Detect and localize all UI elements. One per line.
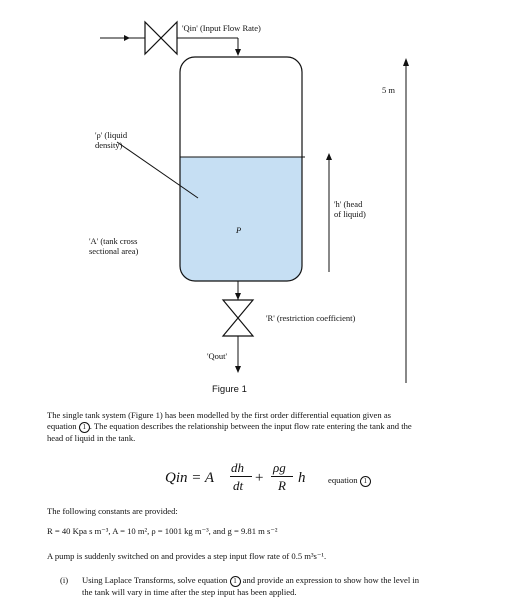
dh-fraction-bar	[230, 476, 252, 477]
pump-line: A pump is suddenly switched on and provides a step input flow rate of 0.5 m³s⁻¹.	[47, 551, 327, 561]
equation-label	[328, 475, 371, 487]
intro-line-2-start: equation	[47, 421, 77, 431]
rg-numerator: ρg	[273, 460, 286, 475]
plus-sign: +	[255, 470, 264, 486]
area-label-line2: sectional area)	[89, 246, 139, 256]
equation-label-circle: 1	[360, 476, 371, 487]
equation-block	[165, 462, 505, 498]
equation-label-text: equation	[328, 475, 358, 485]
intro-line-3: head of liquid in the tank.	[47, 432, 136, 443]
height-label: 5 m	[382, 85, 395, 95]
height-arrow-head	[403, 58, 409, 66]
restriction-label: 'R' (restriction coefficient)	[266, 313, 356, 323]
pressure-label: P	[236, 225, 242, 235]
equation-ref-circle: 1	[79, 422, 90, 433]
outlet-bottom-arrow	[235, 366, 241, 373]
equation-h: h	[298, 470, 306, 486]
dh-numerator: dh	[231, 460, 244, 475]
rg-denominator: R	[278, 478, 286, 493]
input-valve	[145, 22, 177, 54]
rg-fraction-bar	[271, 476, 293, 477]
head-arrow-head	[326, 153, 332, 160]
constants-heading: The following constants are provided:	[47, 506, 178, 516]
question-text	[82, 575, 502, 598]
liquid-fill	[180, 157, 302, 281]
question-line-1	[82, 575, 502, 587]
outlet-top-arrow	[235, 293, 241, 300]
rho-label-line2: density)	[95, 140, 123, 150]
qout-label: 'Qout'	[207, 351, 228, 361]
question-line-2: the tank will vary in time after the step input has been applied.	[82, 586, 297, 597]
intro-line-1: The single tank system (Figure 1) has been modelled by the first order differential equation given as	[47, 410, 391, 420]
head-label-line1: 'h' (head	[334, 199, 363, 209]
intro-line-2	[47, 421, 502, 433]
input-drop-arrow	[235, 49, 241, 56]
question-equation-circle: 1	[230, 576, 241, 587]
question-number: (i)	[60, 575, 69, 585]
question-line-1-start: Using Laplace Transforms, solve equation	[82, 575, 228, 585]
dh-denominator: dt	[233, 478, 244, 493]
outlet-valve	[223, 300, 253, 336]
question-line-1-end: and provide an expression to show how the level in	[242, 575, 420, 585]
qin-label: 'Qin' (Input Flow Rate)	[182, 23, 261, 33]
figure-caption: Figure 1	[212, 384, 247, 395]
head-label-line2: of liquid)	[334, 209, 366, 219]
intro-line-2-end: . The equation describes the relationship between the input flow rate entering the tank and the	[89, 421, 412, 431]
rho-label-line1: 'ρ' (liquid	[95, 130, 128, 140]
input-arrow-head	[124, 35, 130, 41]
constants-line: R = 40 Kpa s m⁻³, A = 10 m², ρ = 1001 kg m⁻³, and g = 9.81 m s⁻²	[47, 526, 278, 536]
equation-lhs: Qin = A	[165, 470, 215, 486]
intro-paragraph	[47, 410, 502, 444]
area-label-line1: 'A' (tank cross	[89, 236, 138, 246]
